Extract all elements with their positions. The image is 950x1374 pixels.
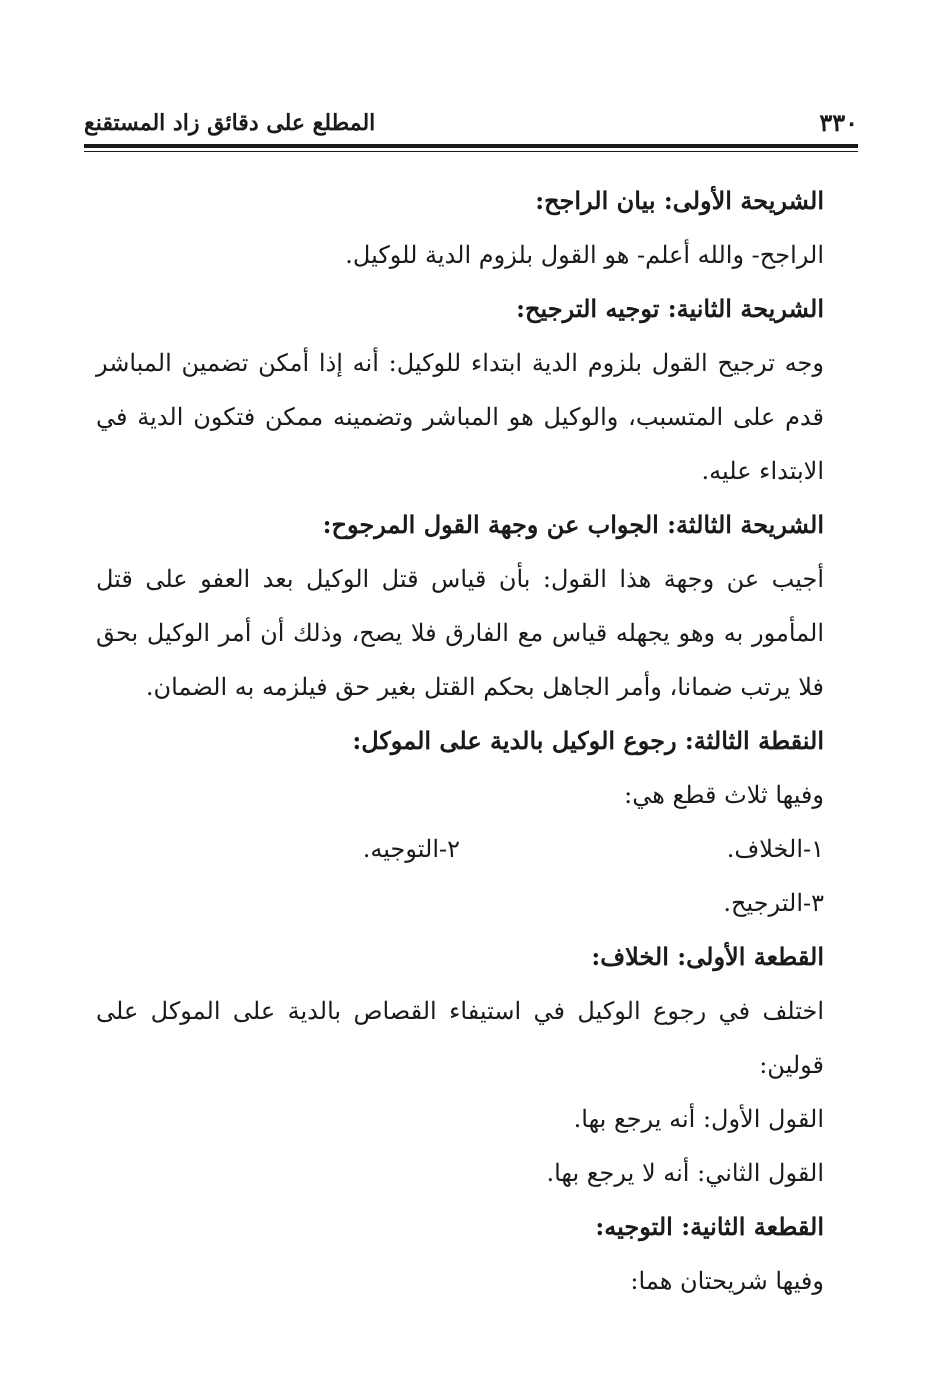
list-item: ١-الخلاف. [726, 835, 824, 863]
paragraph: القول الثاني: أنه لا يرجع بها. [546, 1159, 824, 1187]
paragraph: وفيها شريحتان هما: [630, 1267, 824, 1295]
paragraph: وجه ترجيح القول بلزوم الدية ابتداء للوكيل: أنه إذا أمكن تضمين المباشر قدم على المتسبب، والوكيل هو المباشر وتضمينه ممكن فتكون الدية في الابتداء عليه. [96, 349, 824, 485]
paragraph: القول الأول: أنه يرجع بها. [573, 1105, 824, 1133]
page-body [96, 174, 824, 1308]
running-title: المطلع على دقائق زاد المستقنع [84, 110, 376, 136]
paragraph: أجيب عن وجهة هذا القول: بأن قياس قتل الوكيل بعد العفو على قتل المأمور به وهو يجهله قياس مع الفارق فلا يصح، وذلك أن أمر الوكيل بحق فلا يرتب ضمانا، وأمر الجاهل بحكم القتل بغير حق فيلزمه به الضمان. [96, 565, 824, 701]
list-item: ٣-الترجيح. [723, 889, 824, 917]
section-heading: النقطة الثالثة: رجوع الوكيل بالدية على الموكل: [352, 726, 824, 755]
paragraph: اختلف في رجوع الوكيل في استيفاء القصاص بالدية على الموكل على قولين: [96, 997, 824, 1079]
page-number: ٣٣٠ [819, 108, 858, 137]
section-heading: الشريحة الأولى: بيان الراجح: [535, 186, 824, 215]
header-rule-thin [84, 151, 858, 152]
section-heading: القطعة الأولى: الخلاف: [591, 942, 824, 971]
section-heading: القطعة الثانية: التوجيه: [595, 1212, 824, 1241]
list-item: ٢-التوجيه. [362, 835, 460, 863]
paragraph: الراجح- والله أعلم- هو القول بلزوم الدية للوكيل. [345, 241, 824, 269]
header-rule-thick [84, 144, 858, 148]
section-heading: الشريحة الثالثة: الجواب عن وجهة القول المرجوح: [322, 510, 824, 539]
page-header [84, 104, 858, 144]
list-row [96, 822, 824, 876]
section-heading: الشريحة الثانية: توجيه الترجيح: [516, 294, 824, 323]
paragraph: وفيها ثلاث قطع هي: [624, 781, 824, 809]
